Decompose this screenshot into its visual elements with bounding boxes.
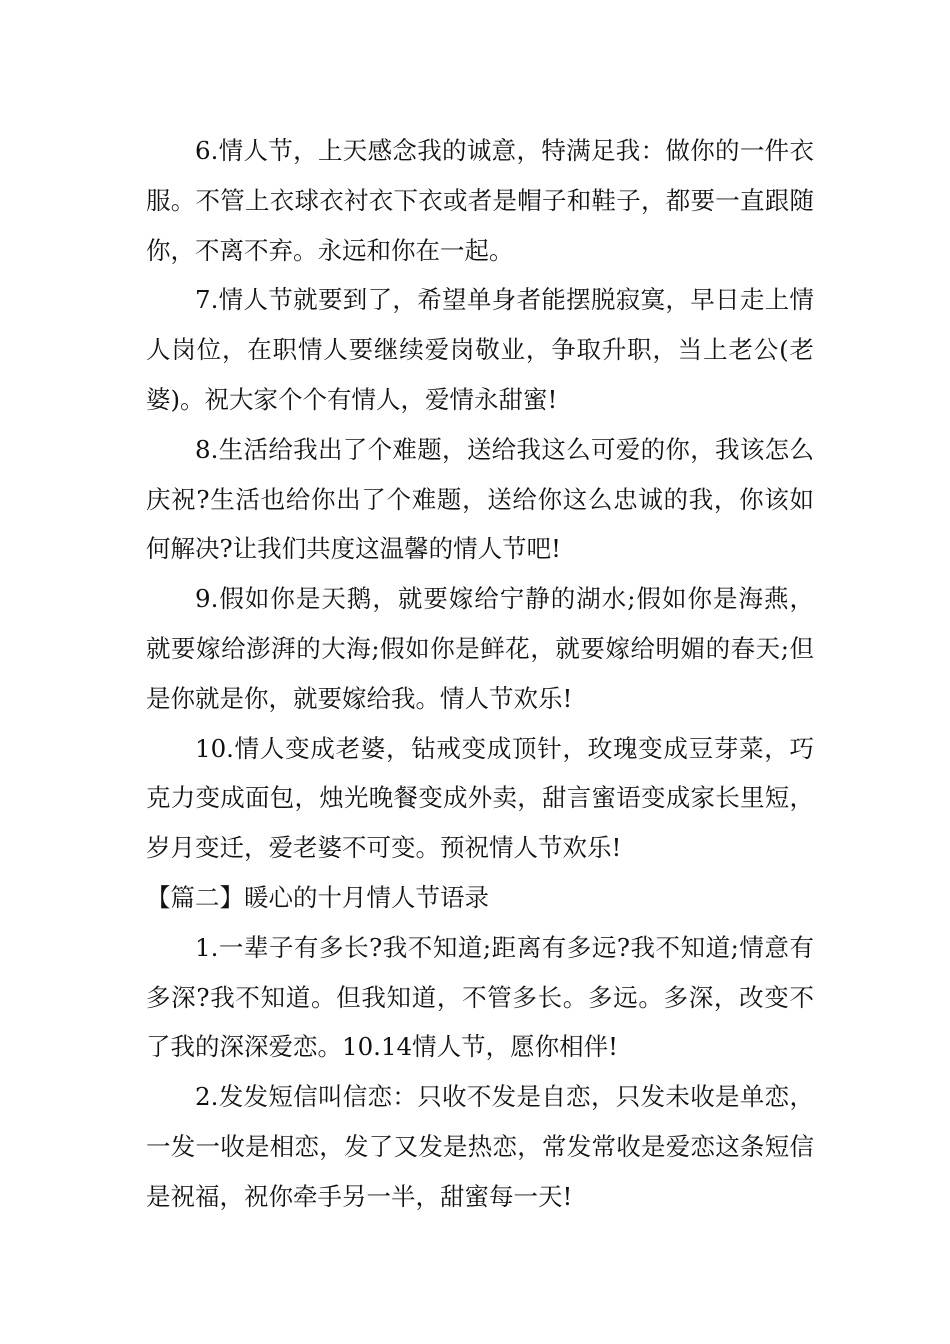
paragraph-9: 9.假如你是天鹅，就要嫁给宁静的湖水;假如你是海燕，就要嫁给澎湃的大海;假如你是鲜花，就要嫁给明媚的春天;但是你就是你，就要嫁给我。情人节欢乐!	[146, 584, 814, 713]
document-body	[146, 126, 814, 1222]
section-heading: 【篇二】暖心的十月情人节语录	[146, 882, 489, 912]
paragraph-10: 10.情人变成老婆，钻戒变成顶针，玫瑰变成豆芽菜，巧克力变成面包，烛光晚餐变成外卖，甜言蜜语变成家长里短，岁月变迁，爱老婆不可变。预祝情人节欢乐!	[146, 733, 814, 863]
paragraph-2: 2.发发短信叫信恋：只收不发是自恋，只发未收是单恋，一发一收是相恋，发了又发是热恋，常发常收是爱恋这条短信是祝福，祝你牵手另一半，甜蜜每一天!	[146, 1082, 814, 1211]
paragraph-6: 6.情人节，上天感念我的诚意，特满足我：做你的一件衣服。不管上衣球衣衬衣下衣或者是帽子和鞋子，都要一直跟随你，不离不弃。永远和你在一起。	[146, 136, 814, 265]
paragraph-1: 1.一辈子有多长?我不知道;距离有多远?我不知道;情意有多深?我不知道。但我知道，不管多长。多远。多深，改变不了我的深深爱恋。10.14情人节，愿你相伴!	[146, 932, 814, 1062]
paragraph-8: 8.生活给我出了个难题，送给我这么可爱的你，我该怎么庆祝?生活也给你出了个难题，送给你这么忠诚的我，你该如何解决?让我们共度这温馨的情人节吧!	[146, 434, 814, 564]
paragraph-7: 7.情人节就要到了，希望单身者能摆脱寂寞，早日走上情人岗位，在职情人要继续爱岗敬业，争取升职，当上老公(老婆)。祝大家个个有情人，爱情永甜蜜!	[146, 285, 814, 414]
